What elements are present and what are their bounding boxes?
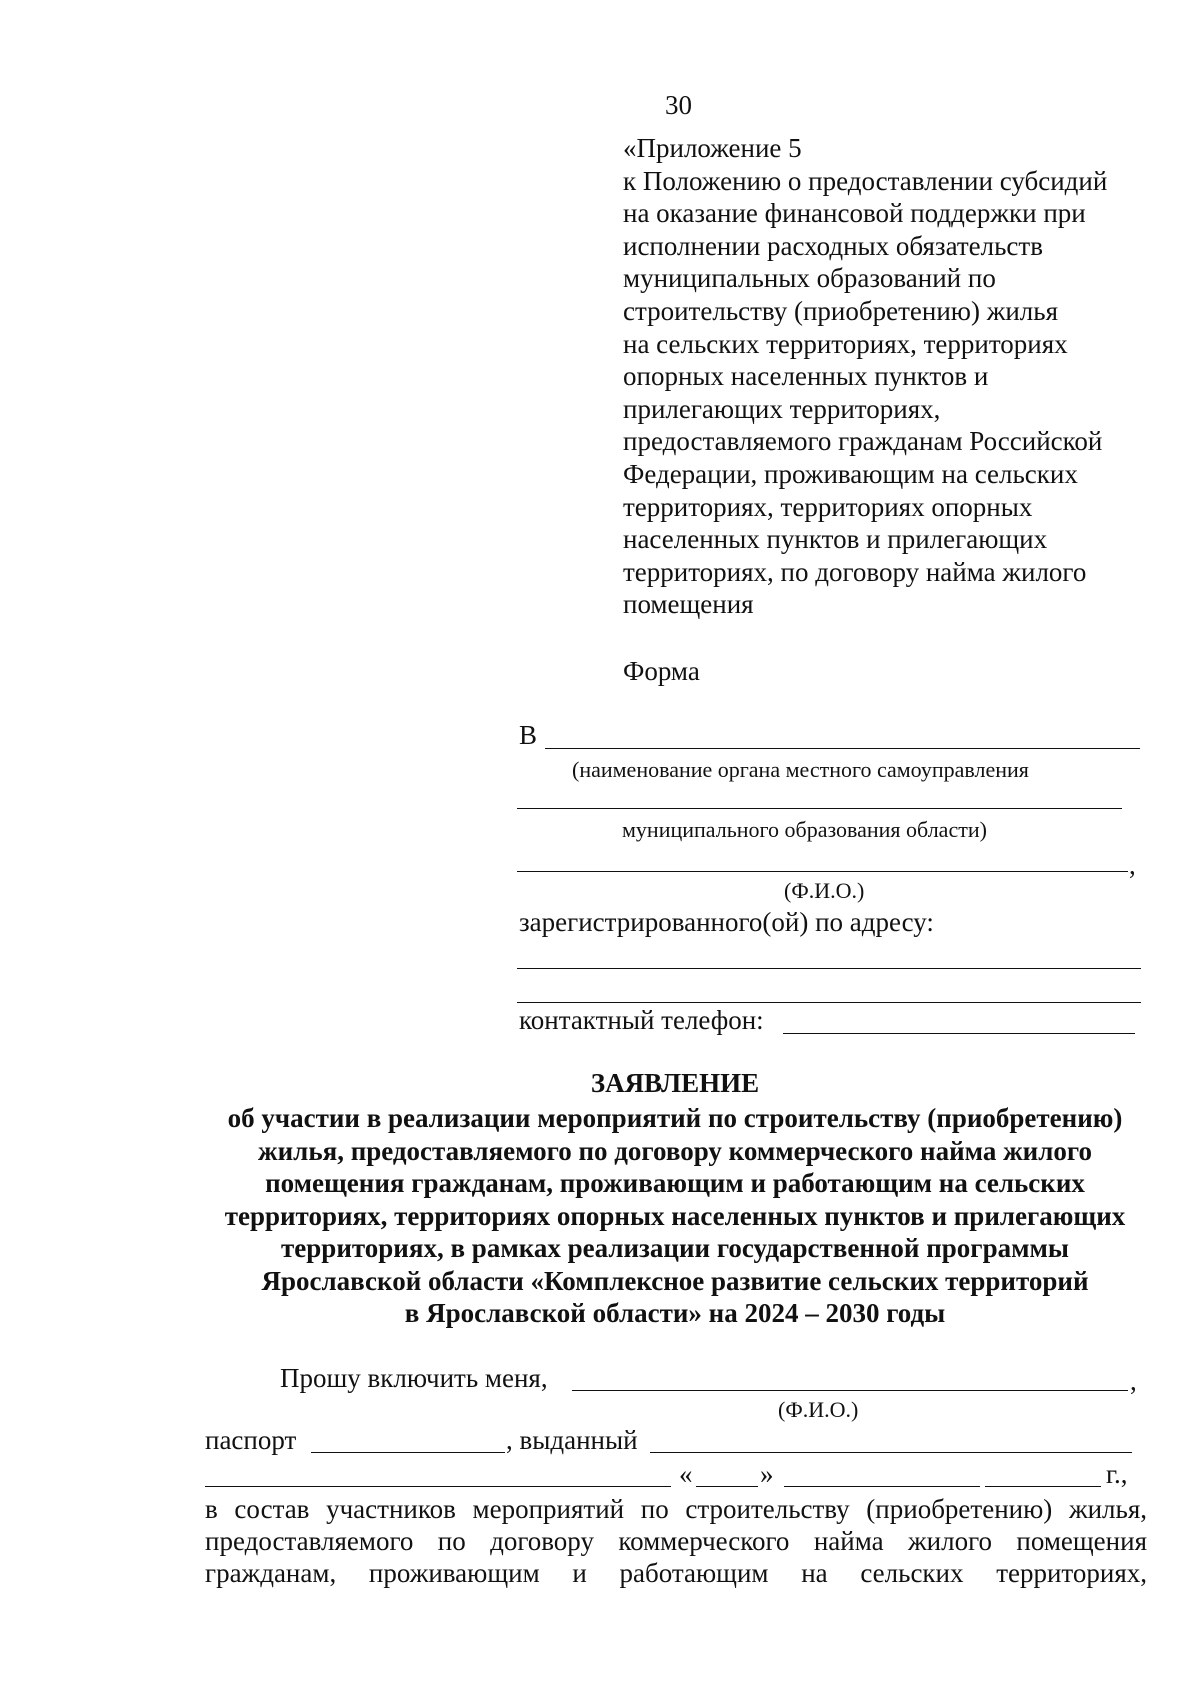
fio-comma: ,: [1129, 850, 1136, 880]
body-paragraph-line: [205, 1494, 1147, 1525]
issue-day-field[interactable]: [696, 1486, 758, 1487]
statement-subtitle: [150, 1102, 1200, 1330]
paragraph-text: в состав участников мероприятий по строительству (приобретению) жилья,: [205, 1494, 1147, 1524]
municipality-field[interactable]: [517, 808, 1122, 809]
paragraph-text: предоставляемого по договору коммерческого найма жилого помещения: [205, 1526, 1147, 1556]
appendix-line: «Приложение 5: [623, 133, 802, 163]
appendix-line: исполнении расходных обязательств: [623, 230, 1043, 261]
passport-label: паспорт: [205, 1425, 297, 1455]
appendix-line: к Положению о предоставлении субсидий: [623, 165, 1108, 196]
subtitle-line: Ярославской области «Комплексное развитие сельских территорий: [261, 1265, 1089, 1296]
appendix-line: помещения: [623, 589, 754, 620]
issued-label: , выданный: [506, 1425, 638, 1455]
body-paragraph-line: [205, 1558, 1147, 1589]
phone-label: контактный телефон:: [519, 1005, 764, 1035]
appendix-line: территориях, территориях опорных: [623, 491, 1033, 522]
paragraph-text: гражданам, проживающим и работающим на сельских территориях,: [205, 1558, 1147, 1588]
request-fio-caption: (Ф.И.О.): [778, 1397, 859, 1422]
statement-title: ЗАЯВЛЕНИЕ: [590, 1068, 760, 1098]
subtitle-line: об участии в реализации мероприятий по строительству (приобретению): [227, 1103, 1123, 1133]
body-paragraph-line: [205, 1526, 1147, 1557]
appendix-line: строительству (приобретению) жилья: [623, 295, 1059, 326]
appendix-line: прилегающих территориях,: [623, 393, 941, 424]
appendix-line: территориях, по договору найма жилого: [623, 556, 1087, 587]
appendix-line: муниципальных образований по: [623, 263, 996, 294]
year-suffix: г.,: [1106, 1459, 1128, 1489]
registered-address-label: зарегистрированного(ой) по адресу:: [519, 907, 934, 937]
request-fio-field[interactable]: [572, 1390, 1128, 1391]
address-field-line-2[interactable]: [517, 1002, 1141, 1003]
issued-by-field[interactable]: [650, 1452, 1132, 1453]
org-name-field[interactable]: [545, 748, 1140, 749]
org-name-caption: (наименование органа местного самоуправления: [572, 757, 1029, 782]
municipality-caption: муниципального образования области): [622, 817, 987, 842]
subtitle-line: территориях, территориях опорных населенных пунктов и прилегающих: [224, 1200, 1126, 1231]
page-number: 30: [665, 90, 692, 120]
subtitle-line: в Ярославской области» на 2024 – 2030 годы: [404, 1298, 946, 1328]
appendix-line: предоставляемого гражданам Российской: [623, 426, 1103, 457]
appendix-line: Федерации, проживающим на сельских: [623, 458, 1078, 489]
issued-by-field-continued[interactable]: [205, 1486, 671, 1487]
request-prefix: Прошу включить меня,: [280, 1363, 548, 1393]
address-field-line-1[interactable]: [517, 968, 1141, 969]
appendix-header: [623, 132, 1107, 621]
applicant-fio-field[interactable]: [517, 871, 1128, 872]
appendix-line: населенных пунктов и прилегающих: [623, 524, 1048, 555]
quote-close: »: [760, 1459, 774, 1489]
appendix-line: на сельских территориях, территориях: [623, 328, 1068, 359]
appendix-line: опорных населенных пунктов и: [623, 361, 989, 392]
addressee-prefix: В: [519, 720, 538, 750]
appendix-line: на оказание финансовой поддержки при: [623, 198, 1086, 229]
quote-open: «: [679, 1459, 693, 1489]
phone-field[interactable]: [783, 1033, 1135, 1034]
subtitle-line: территориях, в рамках реализации государственной программы: [281, 1233, 1069, 1263]
request-comma: ,: [1130, 1366, 1137, 1396]
subtitle-line: помещения гражданам, проживающим и работающим на сельских: [265, 1168, 1085, 1198]
subtitle-line: жилья, предоставляемого по договору коммерческого найма жилого: [258, 1135, 1092, 1166]
form-label: Форма: [623, 656, 700, 686]
issue-month-field[interactable]: [784, 1486, 980, 1487]
passport-number-field[interactable]: [311, 1452, 505, 1453]
fio-caption: (Ф.И.О.): [784, 878, 865, 903]
issue-year-field[interactable]: [985, 1486, 1101, 1487]
